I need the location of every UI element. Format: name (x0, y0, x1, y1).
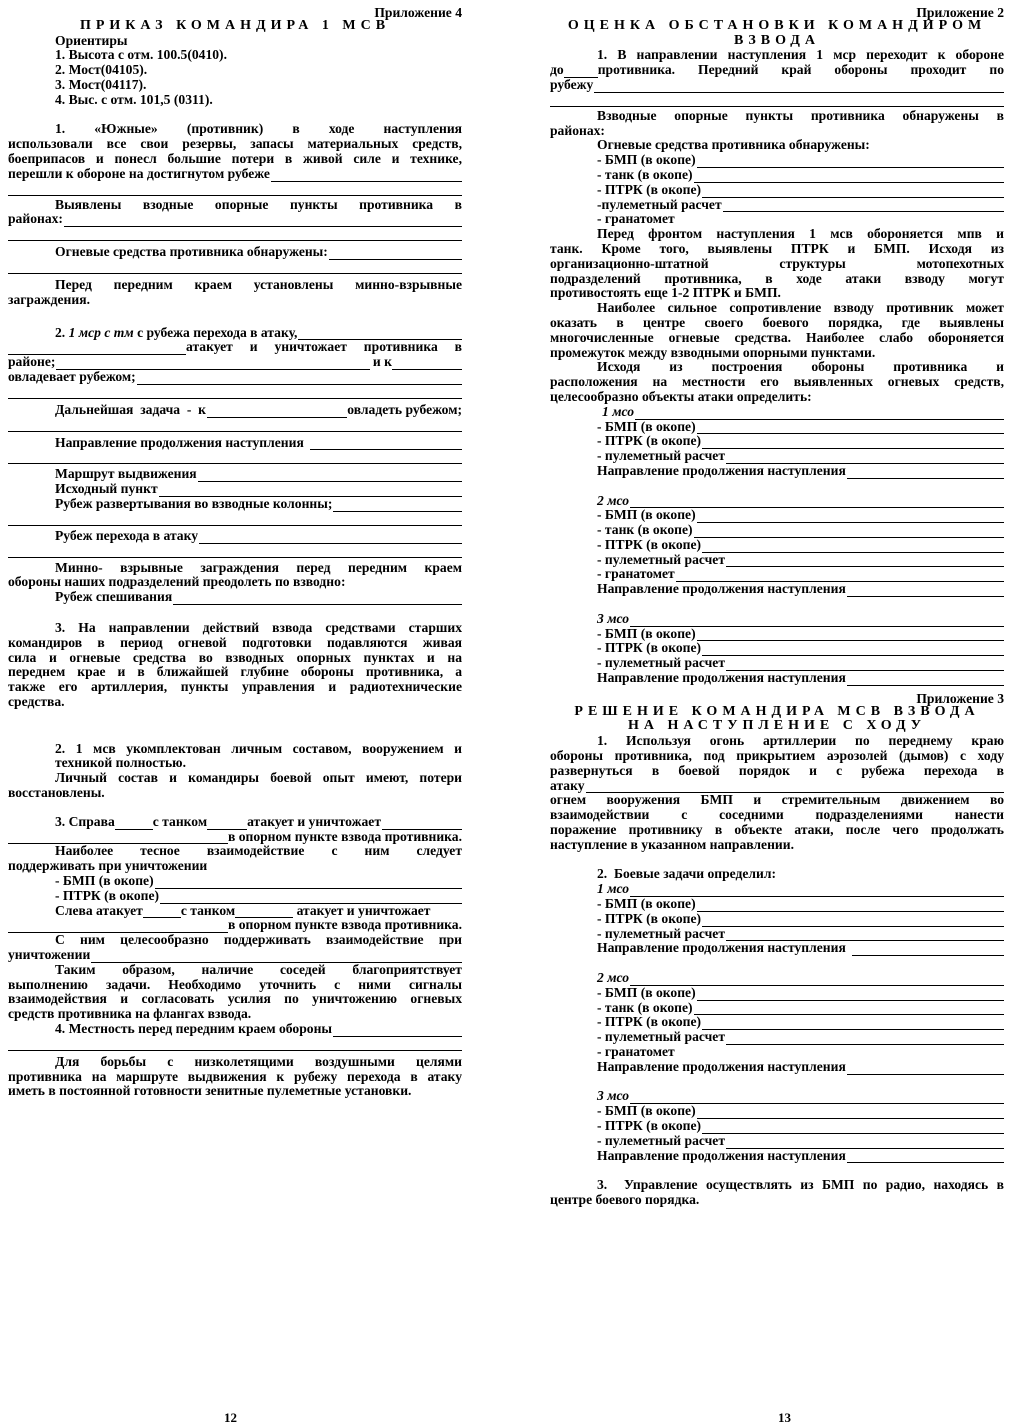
paragraph-line: центре боевого порядка. (550, 1191, 700, 1207)
paragraph-line: С ним целесообразно поддерживать взаимодействие при (55, 932, 462, 948)
paragraph-line: обороны наших подразделений преодолеть по взводно: (8, 574, 346, 590)
blank-line (8, 227, 462, 241)
fill-line: - БМП (в окопе) (8, 874, 462, 889)
fill-line: Дальнейшая задача - к овладеть рубежом; (55, 401, 462, 417)
fill-line: - БМП (в окопе) (550, 897, 1004, 912)
section-title: ОЦЕНКА ОБСТАНОВКИ КОМАНДИРОМ (567, 17, 987, 33)
fill-line: - гранатомет (597, 1043, 675, 1059)
paragraph-line: выполнению задачи. Необходимо уточнить с ними сигналы (8, 976, 462, 992)
fill-line: Направление продолжения наступления (550, 1060, 1004, 1075)
paragraph-line: противника на маршруте выдвижения к рубежу перехода в атаку (8, 1068, 462, 1084)
fill-line: - ПТРК (в окопе) (550, 1015, 1004, 1030)
fill-line: овладевает рубежом; (8, 370, 462, 385)
paragraph-line: восстановлены. (8, 785, 105, 801)
group-heading: 3 мсо (550, 1089, 1004, 1104)
paragraph-line: Наиболее тесное взаимодействие с ним следует (55, 843, 462, 859)
paragraph-line: 1. Используя огонь артиллерии по переднему краю (597, 733, 1004, 749)
paragraph-line: развернуться в боевой порядок и с рубежа перехода в (550, 762, 1004, 778)
fill-line: в опорном пункте взвода противника. (8, 918, 462, 933)
paragraph-line: командиров в период огневой подготовки подавляются живая (8, 634, 462, 650)
fill-line: Маршрут выдвижения (8, 467, 462, 482)
fill-line: - ПТРК (в окопе) (550, 434, 1004, 449)
paragraph-line: целесообразно объекты атаки определить: (550, 388, 812, 404)
fill-line: Рубеж перехода в атаку (8, 529, 462, 544)
fill-line: Направление продолжения наступления (550, 941, 1004, 956)
fill-line: Огневые средства противника обнаружены: (8, 245, 462, 260)
paragraph-line: огнем вооружения БМП и стремительным движением во (550, 792, 1004, 808)
fill-line: рубежу (550, 78, 1004, 93)
fill-line: 4. Местность перед передним краем обороны (8, 1022, 462, 1037)
group-heading: 3 мсо (550, 612, 1004, 627)
fill-line: - БМП (в окопе) (550, 627, 1004, 642)
orient-item: 2. Мост(04105). (55, 62, 148, 78)
orient-item: 4. Выс. с отм. 101,5 (0311). (55, 91, 213, 107)
paragraph-line: Исходя из построения обороны противника и (597, 359, 1004, 375)
fill-line: Рубеж развертывания во взводные колонны; (8, 497, 462, 512)
fill-line: перешли к обороне на достигнутом рубеже (8, 167, 462, 182)
fill-line: Слева атакует с танком атакует и уничтожает (55, 902, 431, 918)
section-title: НА НАСТУПЛЕНИЕ С ХОДУ (627, 718, 927, 734)
fill-line: - ПТРК (в окопе) (550, 538, 1004, 553)
blank-line (8, 544, 462, 558)
fill-line: -пулеметный расчет (550, 198, 1004, 213)
fill-line: - ПТРК (в окопе) (8, 889, 462, 904)
fill-line: - пулеметный расчет (550, 1030, 1004, 1045)
paragraph-line: обороны противника, под прикрытием аэрозолей (дымов) с ходу (550, 748, 1004, 764)
paragraph-line: средств противника на флангах взвода. (8, 1006, 252, 1022)
fill-line: - БМП (в окопе) (550, 420, 1004, 435)
paragraph-line: взаимодействии с соседними подразделениями нанести (550, 807, 1004, 823)
paragraph-line: Перед передним краем установлены минно-взрывные (55, 276, 462, 292)
page-12 (8, 6, 462, 1099)
fill-line: атакует и уничтожает противника в (8, 340, 462, 355)
fill-line: - гранатомет (597, 211, 675, 227)
paragraph-line: Наиболее сильное сопротивление взводу противник может (597, 300, 1004, 316)
paragraph-line: районах: (550, 122, 605, 138)
fill-line: - ПТРК (в окопе) (550, 641, 1004, 656)
fill-line: - пулеметный расчет (550, 553, 1004, 568)
paragraph-line: 1. «Южные» (противник) в ходе наступления (55, 121, 462, 137)
paragraph-line: поддерживать при уничтожении (8, 858, 208, 874)
blank-line (8, 260, 462, 274)
paragraph-line: противостоять еще 1-2 ПТРК и БМП. (550, 285, 781, 301)
paragraph-line: многочисленные огневые средства. Наиболее слабо обороняется (550, 329, 1004, 345)
blank-line (8, 385, 462, 399)
orient-heading: Ориентиры (55, 32, 128, 48)
fill-line: районе; и к (8, 355, 462, 370)
paragraph-line: расположения на местности его выявленных огневых средств, (550, 374, 1004, 390)
paragraph-line: подразделений противника, в ходе атаки взводу могут (550, 270, 1004, 286)
fill-line: - ПТРК (в окопе) (550, 183, 1004, 198)
fill-line: до противника. Передний край обороны проходит по (550, 62, 1004, 78)
paragraph-line: 2. Боевые задачи определил: (597, 866, 777, 882)
appendix-label: Приложение 2 (916, 5, 1004, 20)
paragraph-line: взаимодействия и согласовать усилия по уничтожению огневых (8, 991, 462, 1007)
fill-line: атаку (550, 779, 1004, 794)
fill-line: Рубеж спешивания (8, 590, 462, 605)
blank-line (8, 182, 462, 196)
orient-item: 1. Высота с отм. 100.5(0410). (55, 47, 227, 63)
fill-line: - БМП (в окопе) (550, 986, 1004, 1001)
paragraph-line: боеприпасов и понесл большие потери в живой силе и технике, (8, 150, 462, 166)
orient-item: 3. Мост(04117). (55, 76, 147, 92)
page-13 (550, 6, 1004, 1208)
paragraph-line: переднем крае и в ближайшей глубине обороны противника, а (8, 664, 462, 680)
blank-line (8, 1037, 462, 1051)
paragraph-line: промежуток между взводными опорными пунктами. (550, 344, 876, 360)
fill-line: - БМП (в окопе) (550, 153, 1004, 168)
fill-line: - танк (в окопе) (550, 168, 1004, 183)
paragraph-line: 2. 1 мсв укомплектован личным составом, вооружением и (55, 740, 462, 756)
fill-line: - ПТРК (в окопе) (550, 1119, 1004, 1134)
fill-line: - пулеметный расчет (550, 449, 1004, 464)
fill-line: - пулеметный расчет (550, 656, 1004, 671)
paragraph-line: Взводные опорные пункты противника обнаружены в (597, 107, 1004, 123)
fill-line: уничтожении (8, 948, 462, 963)
fill-line: Исходный пункт (8, 482, 462, 497)
paragraph-line: также его артиллерия, пункты управления и радиотехнические (8, 679, 462, 695)
fill-line: - гранатомет (550, 567, 1004, 582)
blank-line (8, 450, 462, 464)
fill-line: - БМП (в окопе) (550, 1104, 1004, 1119)
page-number: 13 (778, 1410, 791, 1425)
section-title: ВЗВОДА (734, 32, 820, 48)
paragraph-line: средства. (8, 693, 65, 709)
paragraph-line: Таким образом, наличие соседей благоприятствует (55, 961, 462, 977)
blank-line (8, 418, 462, 432)
fill-line: районах: (8, 212, 462, 227)
fill-line: Направление продолжения наступления (550, 464, 1004, 479)
paragraph-line: танк. Кроме того, выявлены ПТРК и БМП. Исходя из (550, 240, 1004, 256)
paragraph-line: организационно-штатной структуры мотопехотных (550, 255, 1004, 271)
fill-line: - БМП (в окопе) (550, 508, 1004, 523)
paragraph-line: Огневые средства противника обнаружены: (597, 137, 870, 153)
paragraph-line: иметь в постоянной готовности зенитные пулеметные установки. (8, 1083, 412, 1099)
paragraph-line: наступление в указанном направлении. (550, 836, 794, 852)
fill-line: Направление продолжения наступления (550, 671, 1004, 686)
fill-line: - танк (в окопе) (550, 1001, 1004, 1016)
appendix-label: Приложение 3 (916, 690, 1004, 706)
paragraph-line: Минно- взрывные заграждения перед передним краем (55, 559, 462, 575)
fill-line: Направление продолжения наступления (550, 1149, 1004, 1164)
page-number: 12 (224, 1410, 237, 1425)
paragraph-line: сила и огневые средства во взводных опорных пунктах и на (8, 649, 462, 665)
group-heading: 1 мсо (550, 405, 1004, 420)
fill-line: - пулеметный расчет (550, 927, 1004, 942)
paragraph-line: Перед фронтом наступления 1 мсв обороняется мпв и (597, 226, 1004, 242)
section-title: РЕШЕНИЕ КОМАНДИРА МСВ ВЗВОДА (574, 703, 980, 719)
group-heading: 1 мсо (550, 882, 1004, 897)
fill-line: - пулеметный расчет (550, 1134, 1004, 1149)
fill-line: Направление продолжения наступления (8, 436, 462, 451)
blank-line (8, 512, 462, 526)
paragraph-line: Для борьбы с низколетящими воздушными целями (55, 1053, 462, 1069)
paragraph-line: 3. На направлении действий взвода средствами старших (55, 619, 462, 635)
fill-line: 3. Справа с танком атакует и уничтожает (8, 815, 462, 830)
group-heading: 2 мсо (550, 971, 1004, 986)
fill-line: - ПТРК (в окопе) (550, 912, 1004, 927)
paragraph-line: заграждения. (8, 291, 90, 307)
paragraph-line: Выявлены взодные опорные пункты противника в (55, 196, 462, 212)
fill-line: в опорном пункте взвода противника. (8, 830, 462, 845)
group-heading: 2 мсо (550, 494, 1004, 509)
fill-line: - танк (в окопе) (550, 523, 1004, 538)
fill-line: 2. 1 мср с тм с рубежа перехода в атаку, (8, 326, 462, 341)
paragraph-line: техникой полностью. (55, 755, 186, 771)
page-title: ПРИКАЗ КОМАНДИРА 1 МСВ (79, 17, 391, 33)
paragraph-line: поражение противнику в объекте атаки, после чего продолжать (550, 822, 1004, 838)
paragraph-line: использовали все свои резервы, запасы материальных средств, (8, 136, 462, 152)
paragraph-line: Личный состав и командиры боевой опыт имеют, потери (55, 770, 462, 786)
appendix-label: Приложение 4 (374, 5, 462, 20)
paragraph-line: 3. Управление осуществлять из БМП по радио, находясь в (597, 1177, 1004, 1193)
paragraph-line: 1. В направлении наступления 1 мср переходит к обороне (597, 47, 1004, 63)
paragraph-line: оказать в центре своего боевого порядка, где выявлены (550, 314, 1004, 330)
fill-line: Направление продолжения наступления (550, 582, 1004, 597)
blank-line (550, 93, 1004, 107)
